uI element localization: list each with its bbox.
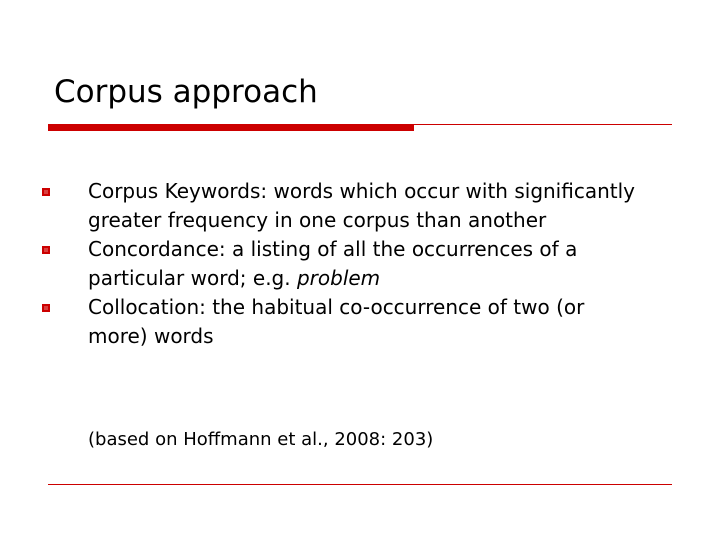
bullet-item-keywords [42, 177, 642, 235]
square-bullet-icon [42, 188, 50, 196]
slide-title: Corpus approach [54, 74, 318, 110]
citation: (based on Hoffmann et al., 2008: 203) [88, 429, 434, 450]
bullet-item-collocation [42, 293, 642, 351]
square-bullet-icon [42, 304, 50, 312]
bullet-text-collocation: Collocation: the habitual co-occurrence of two (or more) words [88, 295, 585, 348]
bullet-text-concordance: Concordance: a listing of all the occurrences of a particular word; e.g. [88, 237, 578, 290]
bullet-text-keywords: Corpus Keywords: words which occur with significantly greater frequency in one corpus than another [88, 179, 636, 232]
footer-divider [48, 484, 672, 485]
title-underline-thick [48, 124, 414, 131]
title-underline-thin [414, 124, 672, 125]
bullet-item-concordance [42, 235, 642, 293]
bullet-emphasis-problem: problem [296, 266, 381, 290]
bullet-list [42, 177, 642, 351]
square-bullet-icon [42, 246, 50, 254]
